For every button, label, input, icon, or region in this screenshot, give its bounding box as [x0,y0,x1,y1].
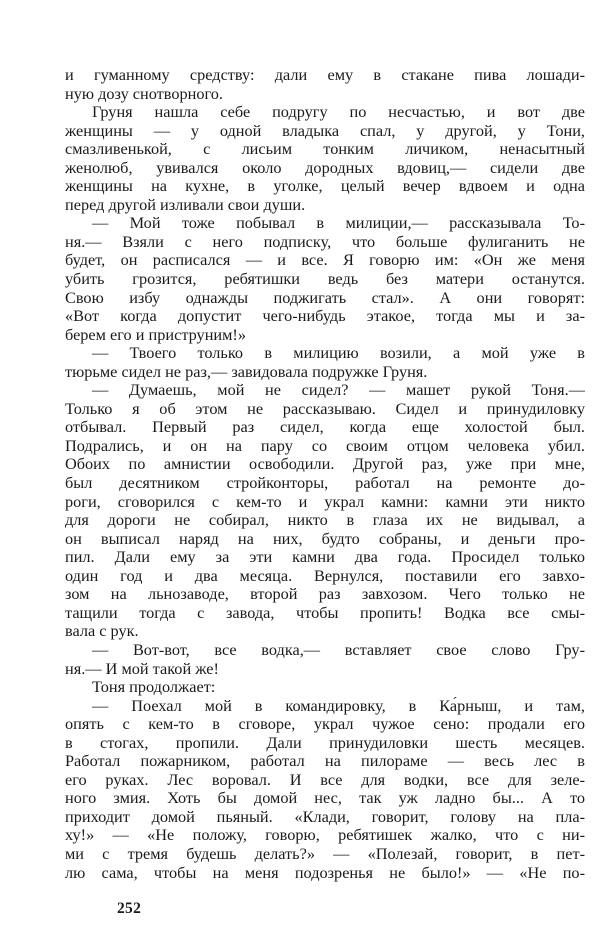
text-line: в стогах, пропили. Дали принудиловки шесть месяцев. [65,733,585,752]
text-line: роги, сговорился с кем-то и украл камни: камни эти никто [65,492,585,511]
text-line: — Твоего только в милицию возили, а мой уже в [92,344,585,363]
text-line: берем его и приструним!» [65,325,246,344]
text-line: — Думаешь, мой не сидел? — машет рукой Тоня.— [92,381,585,400]
text-line: Работал пожарником, работал на пилораме — весь лес в [65,752,585,771]
text-line: перед другой изливали свои души. [65,195,306,214]
text-line: и гуманному средству: дали ему в стакане пива лошади- [65,66,585,84]
text-line: его руках. Лес воровал. И все для водки, все для зеле- [65,770,585,789]
text-line: женщины на кухне, в уголке, целый вечер вдвоем и одна [65,177,585,196]
text-line: ного змия. Хоть бы домой нес, так уж ладно бы... А то [65,789,585,808]
text-line: тюрьме сидел не раз,— завидовала подружке Груня. [65,362,428,381]
text-line: ху!» — «Не положу, говорю, ребятишек жалко, что с ни- [65,826,585,845]
text-line: Тоня продолжает: [92,678,216,697]
text-line: тащили тогда с завода, чтобы пропить! Водка все смы- [65,603,585,622]
text-line: будет, он расписался — и все. Я говорю им: «Он же меня [65,251,585,270]
text-line: приходит домой пьяный. «Клади, говорит, голову на пла- [65,807,585,826]
text-line: женолюб, увивался около дородных вдовиц,— сидели две [65,158,585,177]
text-line: ми с тремя будешь делать?» — «Полезай, говорит, в пет- [65,844,585,863]
text-line: был десятником стройконторы, работал на ремонте до- [65,474,585,493]
text-line: вала с рук. [65,622,139,641]
text-line: один год и два месяца. Вернулся, поставили его завхо- [65,566,585,585]
text-line: — Поехал мой в командировку, в Ка́рныш, и там, [92,696,585,715]
text-line: «Вот когда допустит чего-нибудь этакое, тогда мы и за- [65,307,585,326]
text-line: ня.— И мой такой же! [65,659,219,678]
page-number: 252 [117,900,142,917]
text-line: Подрались, и он на пару со своим отцом человека убил. [65,436,585,455]
text-line: он выписал наряд на них, будто собраны, и деньги про- [65,529,585,548]
text-line: женщины — у одной владыка спал, у другой, у Тони, [65,121,585,140]
text-line: для дороги не собирал, никто в глаза их не видывал, а [65,511,585,530]
text-line: Обоих по амнистии освободили. Другой раз, уже при мне, [65,455,585,474]
text-line: отбывал. Первый раз сидел, когда еще холостой был. [65,418,585,437]
text-line: лю сама, чтобы на меня подозренья не было!» — «Не по- [65,863,585,882]
text-line: ня.— Взяли с него подписку, что больше фулиганить не [65,232,585,251]
text-line: Только я об этом не рассказываю. Сидел и принудиловку [65,399,585,418]
text-line: — Мой тоже побывал в милиции,— рассказывала То- [92,214,585,233]
text-line: опять с кем-то в сговоре, украл чужое сено: продали его [65,715,585,734]
text-line: зом на льнозаводе, второй раз завхозом. Чего только не [65,585,585,604]
text-line: пил. Дали ему за эти камни два года. Просидел только [65,548,585,567]
body-text [65,66,585,882]
text-line: ную дозу снотворного. [65,84,223,103]
text-line: убить грозится, ребятишки ведь без матери останутся. [65,270,585,289]
text-line: Свою избу однажды поджигать стал». А они говорят: [65,288,585,307]
text-line: — Вот-вот, все водка,— вставляет свое слово Гру- [92,640,585,659]
text-line: смазливенькой, с лисьим тонким личиком, ненасытный [65,140,585,159]
text-line: Груня нашла себе подругу по несчастью, и вот две [92,103,585,122]
